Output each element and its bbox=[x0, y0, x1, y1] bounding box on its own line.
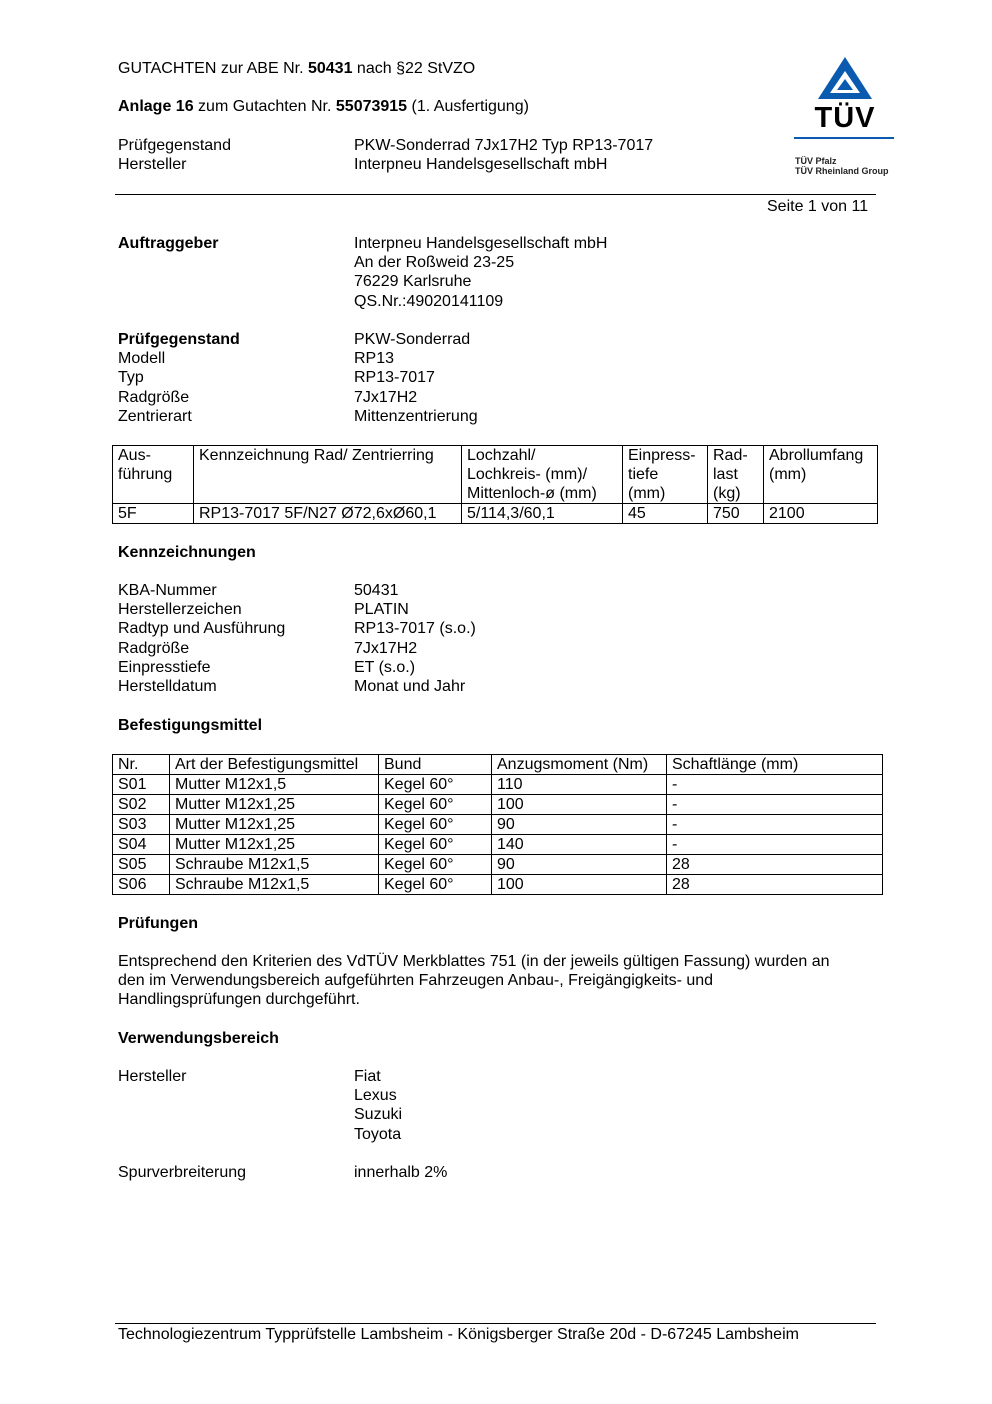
table-cell: Mutter M12x1,25 bbox=[170, 835, 379, 855]
header-text: führung bbox=[118, 466, 173, 483]
table-header-cell: Nr. bbox=[113, 755, 170, 775]
header-text: Rad- bbox=[713, 447, 748, 464]
table-cell: 90 bbox=[492, 855, 667, 875]
kennzeichnung-value: PLATIN bbox=[354, 601, 409, 619]
auftraggeber-line: An der Roßweid 23-25 bbox=[354, 254, 515, 272]
table-cell: 110 bbox=[492, 775, 667, 795]
header-text: Einpress- bbox=[628, 447, 696, 464]
header-text: last bbox=[713, 466, 738, 483]
pruefgegenstand-value: PKW-Sonderrad bbox=[354, 331, 471, 348]
pruefgegenstand-title: Prüfgegenstand bbox=[118, 331, 240, 348]
verwendungsbereich-title: Verwendungsbereich bbox=[118, 1030, 279, 1047]
kennzeichnung-value: ET (s.o.) bbox=[354, 658, 416, 676]
auftraggeber-line: Interpneu Handelsgesellschaft mbH bbox=[354, 235, 608, 252]
table-cell: - bbox=[667, 815, 883, 835]
table-cell: Kegel 60° bbox=[379, 815, 492, 835]
header-text: (mm) bbox=[769, 466, 807, 483]
pruefgegenstand-row-label: Typ bbox=[118, 369, 144, 387]
befestigungsmittel-table bbox=[112, 754, 883, 895]
table-cell: S04 bbox=[113, 835, 170, 855]
header-text: (mm) bbox=[628, 485, 666, 502]
table-cell: - bbox=[667, 775, 883, 795]
verwendungsbereich-hersteller-list bbox=[354, 1067, 402, 1144]
table-cell: Kegel 60° bbox=[379, 775, 492, 795]
table-cell: Kegel 60° bbox=[379, 855, 492, 875]
pruefgegenstand-row-label: Modell bbox=[118, 350, 166, 368]
header-pruefgegenstand-value: PKW-Sonderrad 7Jx17H2 Typ RP13-7017 bbox=[354, 137, 654, 154]
table-cell: RP13-7017 5F/N27 Ø72,6xØ60,1 bbox=[194, 504, 462, 524]
header-anlage-line bbox=[118, 97, 529, 116]
tuev-logo bbox=[794, 55, 896, 180]
table-cell: 140 bbox=[492, 835, 667, 855]
spurverbreiterung-value: innerhalb 2% bbox=[354, 1164, 448, 1181]
kennzeichnungen-title: Kennzeichnungen bbox=[118, 544, 256, 561]
table-cell: Mutter M12x1,25 bbox=[170, 795, 379, 815]
table-cell: Schraube M12x1,5 bbox=[170, 875, 379, 895]
kennzeichnung-label: Herstellerzeichen bbox=[118, 601, 242, 619]
table-cell: 750 bbox=[708, 504, 764, 524]
table-cell: Schraube M12x1,5 bbox=[170, 855, 379, 875]
wheel-header-cell bbox=[194, 446, 462, 504]
table-row bbox=[113, 775, 883, 795]
table-cell: Kegel 60° bbox=[379, 835, 492, 855]
kennzeichnung-label: Radtyp und Ausführung bbox=[118, 620, 286, 638]
header-text: Abrollumfang bbox=[769, 447, 864, 464]
list-item: Fiat bbox=[354, 1068, 381, 1085]
table-cell: 5/114,3/60,1 bbox=[462, 504, 623, 524]
table-cell: 45 bbox=[623, 504, 708, 524]
table-row bbox=[113, 835, 883, 855]
wheel-header-cell bbox=[623, 446, 708, 504]
kennzeichnungen-labels bbox=[118, 581, 285, 696]
table-row bbox=[113, 795, 883, 815]
auftraggeber-address bbox=[354, 234, 607, 311]
kennzeichnungen-values bbox=[354, 581, 476, 696]
table-cell: Mutter M12x1,25 bbox=[170, 815, 379, 835]
kennzeichnung-value: RP13-7017 (s.o.) bbox=[354, 620, 476, 638]
header-text: (kg) bbox=[713, 485, 741, 502]
tuev-logo-rule bbox=[794, 137, 894, 139]
tuev-wordmark: TÜV bbox=[814, 102, 876, 134]
wheel-header-cell bbox=[462, 446, 623, 504]
header-abe-line bbox=[118, 59, 475, 78]
tuev-logo-line1: TÜV Pfalz bbox=[795, 156, 837, 166]
header-hersteller-value: Interpneu Handelsgesellschaft mbH bbox=[354, 156, 608, 173]
table-cell: 100 bbox=[492, 875, 667, 895]
table-cell: 2100 bbox=[764, 504, 878, 524]
pruefgegenstand-row-value: RP13 bbox=[354, 350, 395, 368]
pruefgegenstand-row-value: 7Jx17H2 bbox=[354, 388, 418, 406]
wheel-header-cell bbox=[764, 446, 878, 504]
table-row bbox=[113, 504, 878, 524]
header-text: Aus- bbox=[118, 447, 151, 464]
table-cell: 5F bbox=[113, 504, 194, 524]
paragraph-line: Entsprechend den Kriterien des VdTÜV Merkblattes 751 (in der jeweils gültigen Fassung) wurden an bbox=[118, 953, 830, 970]
list-item: Lexus bbox=[354, 1087, 397, 1105]
spurverbreiterung-label: Spurverbreiterung bbox=[118, 1164, 247, 1181]
page-info: Seite 1 von 11 bbox=[767, 198, 869, 215]
abe-number: 50431 bbox=[307, 60, 353, 77]
pruefgegenstand-row-value: RP13-7017 bbox=[354, 369, 435, 387]
befestigungsmittel-title: Befestigungsmittel bbox=[118, 717, 263, 734]
list-item: Suzuki bbox=[354, 1106, 403, 1124]
anlage-label: Anlage 16 bbox=[118, 98, 194, 115]
anlage-suffix: (1. Ausfertigung) bbox=[411, 98, 529, 115]
table-cell: - bbox=[667, 835, 883, 855]
kennzeichnung-value: Monat und Jahr bbox=[354, 678, 466, 696]
header-text: Lochzahl/ bbox=[467, 447, 536, 464]
abe-prefix: GUTACHTEN zur ABE Nr. bbox=[118, 60, 304, 77]
table-cell: S03 bbox=[113, 815, 170, 835]
befestigungsmittel-header-row bbox=[113, 755, 883, 775]
header-text: Kennzeichnung Rad/ Zentrierring bbox=[199, 447, 434, 464]
header-text: tiefe bbox=[628, 466, 659, 483]
table-cell: Mutter M12x1,5 bbox=[170, 775, 379, 795]
anlage-middle: zum Gutachten Nr. bbox=[198, 98, 332, 115]
auftraggeber-label: Auftraggeber bbox=[118, 235, 219, 252]
pruefungen-paragraph bbox=[118, 952, 830, 1010]
header-text: Lochkreis- (mm)/ bbox=[467, 466, 588, 483]
abe-suffix: nach §22 StVZO bbox=[356, 60, 476, 77]
wheel-header-cell bbox=[113, 446, 194, 504]
kennzeichnung-label: KBA-Nummer bbox=[118, 582, 217, 599]
table-cell: 28 bbox=[667, 855, 883, 875]
kennzeichnung-value: 7Jx17H2 bbox=[354, 639, 418, 657]
header-pruefgegenstand-label: Prüfgegenstand bbox=[118, 137, 231, 154]
table-row bbox=[113, 855, 883, 875]
header-text: Mittenloch-ø (mm) bbox=[467, 485, 597, 502]
pruefgegenstand-row-value: Mittenzentrierung bbox=[354, 407, 478, 425]
header-divider bbox=[115, 194, 876, 195]
auftraggeber-line: QS.Nr.:49020141109 bbox=[354, 292, 504, 310]
table-cell: S06 bbox=[113, 875, 170, 895]
kennzeichnung-label: Einpresstiefe bbox=[118, 658, 211, 676]
footer-text: Technologiezentrum Typprüfstelle Lambsheim - Königsberger Straße 20d - D-67245 Lambsheim bbox=[118, 1326, 799, 1343]
verwendungsbereich-hersteller-label: Hersteller bbox=[118, 1068, 187, 1085]
footer-divider bbox=[115, 1323, 876, 1324]
table-cell: S01 bbox=[113, 775, 170, 795]
table-cell: Kegel 60° bbox=[379, 795, 492, 815]
table-cell: Kegel 60° bbox=[379, 875, 492, 895]
header-hersteller-label: Hersteller bbox=[118, 156, 187, 173]
table-cell: - bbox=[667, 795, 883, 815]
table-cell: 100 bbox=[492, 795, 667, 815]
table-header-cell: Bund bbox=[379, 755, 492, 775]
tuev-logo-line2: TÜV Rheinland Group bbox=[795, 166, 889, 176]
table-row bbox=[113, 815, 883, 835]
pruefgegenstand-values bbox=[354, 330, 478, 426]
table-cell: S02 bbox=[113, 795, 170, 815]
paragraph-line: Handlingsprüfungen durchgeführt. bbox=[118, 991, 360, 1009]
table-cell: 28 bbox=[667, 875, 883, 895]
table-header-cell: Art der Befestigungsmittel bbox=[170, 755, 379, 775]
pruefgegenstand-row-label: Radgröße bbox=[118, 388, 190, 406]
table-cell: S05 bbox=[113, 855, 170, 875]
kennzeichnung-value: 50431 bbox=[354, 582, 399, 599]
tuev-triangle-icon bbox=[794, 55, 896, 105]
table-row bbox=[113, 875, 883, 895]
table-header-cell: Anzugsmoment (Nm) bbox=[492, 755, 667, 775]
gutachten-number: 55073915 bbox=[335, 98, 408, 115]
table-cell: 90 bbox=[492, 815, 667, 835]
wheel-header-cell bbox=[708, 446, 764, 504]
kennzeichnung-label: Radgröße bbox=[118, 639, 190, 657]
pruefgegenstand-labels bbox=[118, 330, 240, 426]
auftraggeber-line: 76229 Karlsruhe bbox=[354, 273, 472, 291]
kennzeichnung-label: Herstelldatum bbox=[118, 678, 217, 696]
list-item: Toyota bbox=[354, 1125, 402, 1143]
paragraph-line: den im Verwendungsbereich aufgeführten Fahrzeugen Anbau-, Freigängigkeits- und bbox=[118, 972, 714, 990]
table-header-cell: Schaftlänge (mm) bbox=[667, 755, 883, 775]
pruefgegenstand-row-label: Zentrierart bbox=[118, 407, 192, 425]
pruefungen-title: Prüfungen bbox=[118, 915, 198, 932]
wheel-table-header-row bbox=[113, 446, 878, 504]
wheel-table bbox=[112, 445, 878, 524]
